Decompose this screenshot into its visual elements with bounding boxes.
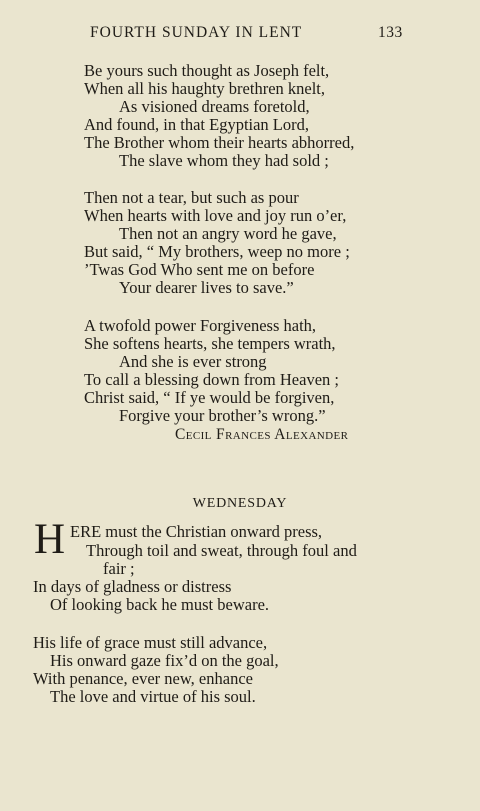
poem-line: She softens hearts, she tempers wrath, xyxy=(84,334,336,353)
poem-line: To call a blessing down from Heaven ; xyxy=(84,370,339,389)
poem-line: Forgive your brother’s wrong.” xyxy=(119,406,326,425)
poem-line: The Brother whom their hearts abhorred, xyxy=(84,133,355,152)
poem-line: In days of gladness or distress xyxy=(33,577,232,596)
poem-line: Then not an angry word he gave, xyxy=(119,224,337,243)
poem-line: His onward gaze fix’d on the goal, xyxy=(50,651,279,670)
poem-line: As visioned dreams foretold, xyxy=(119,97,310,116)
poem-line: ’Twas God Who sent me on before xyxy=(84,260,315,279)
poem-line: Then not a tear, but such as pour xyxy=(84,188,299,207)
poem-line: fair ; xyxy=(103,559,135,578)
poem-line: With penance, ever new, enhance xyxy=(33,669,253,688)
poem-line: The slave whom they had sold ; xyxy=(119,151,329,170)
poem-line: Christ said, “ If ye would be forgiven, xyxy=(84,388,335,407)
poem-line: Be yours such thought as Joseph felt, xyxy=(84,61,330,80)
poem-line: And she is ever strong xyxy=(119,352,267,371)
poem-line: ERE must the Christian onward press, xyxy=(70,522,323,541)
poem-line: Of looking back he must beware. xyxy=(50,595,270,614)
drop-cap: H xyxy=(34,516,66,563)
poem-line: But said, “ My brothers, weep no more ; xyxy=(84,242,350,261)
poem-line: Your dearer lives to save.” xyxy=(119,278,294,297)
poem-line: The love and virtue of his soul. xyxy=(50,687,256,706)
poem-line: When all his haughty brethren knelt, xyxy=(84,79,326,98)
poem-line: And found, in that Egyptian Lord, xyxy=(84,115,310,134)
page-number: 133 xyxy=(378,24,403,41)
poem-line: A twofold power Forgiveness hath, xyxy=(84,316,317,335)
poem-line: His life of grace must still advance, xyxy=(33,633,268,652)
running-head xyxy=(0,24,480,46)
poem-line: Through toil and sweat, through foul and xyxy=(86,541,357,560)
poem-author: Cecil Frances Alexander xyxy=(175,426,349,443)
running-head-title: FOURTH SUNDAY IN LENT xyxy=(90,24,303,41)
poem-line: When hearts with love and joy run o’er, xyxy=(84,206,347,225)
section-heading: WEDNESDAY xyxy=(192,496,288,511)
